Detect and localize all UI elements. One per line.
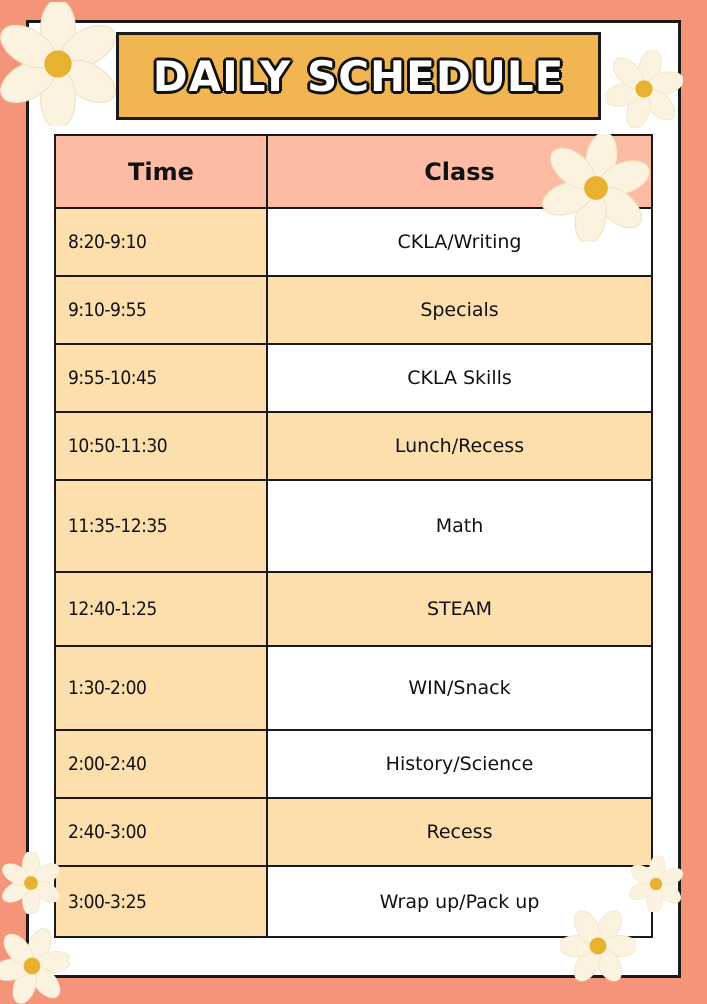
time-cell: 2:00-2:40 [55, 730, 267, 798]
daisy-icon [0, 852, 62, 914]
class-column-header: Class [267, 135, 652, 208]
table-row [55, 646, 652, 730]
class-cell: Wrap up/Pack up [267, 866, 652, 937]
daisy-icon [0, 2, 120, 126]
table-row [55, 412, 652, 480]
class-cell: STEAM [267, 572, 652, 646]
class-cell: History/Science [267, 730, 652, 798]
daisy-icon [605, 50, 683, 128]
class-cell: Recess [267, 798, 652, 866]
daisy-icon [542, 134, 650, 242]
page-title: DAILY SCHEDULE [152, 51, 565, 101]
class-cell: Specials [267, 276, 652, 344]
class-cell: Math [267, 480, 652, 572]
time-cell: 10:50-11:30 [55, 412, 267, 480]
table-row [55, 276, 652, 344]
time-cell: 3:00-3:25 [55, 866, 267, 937]
daisy-icon [560, 908, 636, 984]
table-row [55, 798, 652, 866]
time-cell: 9:55-10:45 [55, 344, 267, 412]
time-cell: 12:40-1:25 [55, 572, 267, 646]
time-cell: 11:35-12:35 [55, 480, 267, 572]
time-cell: 8:20-9:10 [55, 208, 267, 276]
daisy-icon [628, 856, 684, 912]
table-row [55, 480, 652, 572]
class-cell: CKLA Skills [267, 344, 652, 412]
schedule-table [54, 134, 653, 938]
class-cell: CKLA/Writing [267, 208, 652, 276]
time-cell: 1:30-2:00 [55, 646, 267, 730]
table-row [55, 572, 652, 646]
title-banner [116, 32, 601, 120]
class-cell: WIN/Snack [267, 646, 652, 730]
table-row [55, 344, 652, 412]
time-cell: 9:10-9:55 [55, 276, 267, 344]
table-row [55, 730, 652, 798]
time-column-header: Time [55, 135, 267, 208]
class-cell: Lunch/Recess [267, 412, 652, 480]
time-cell: 2:40-3:00 [55, 798, 267, 866]
daisy-icon [0, 928, 70, 1004]
